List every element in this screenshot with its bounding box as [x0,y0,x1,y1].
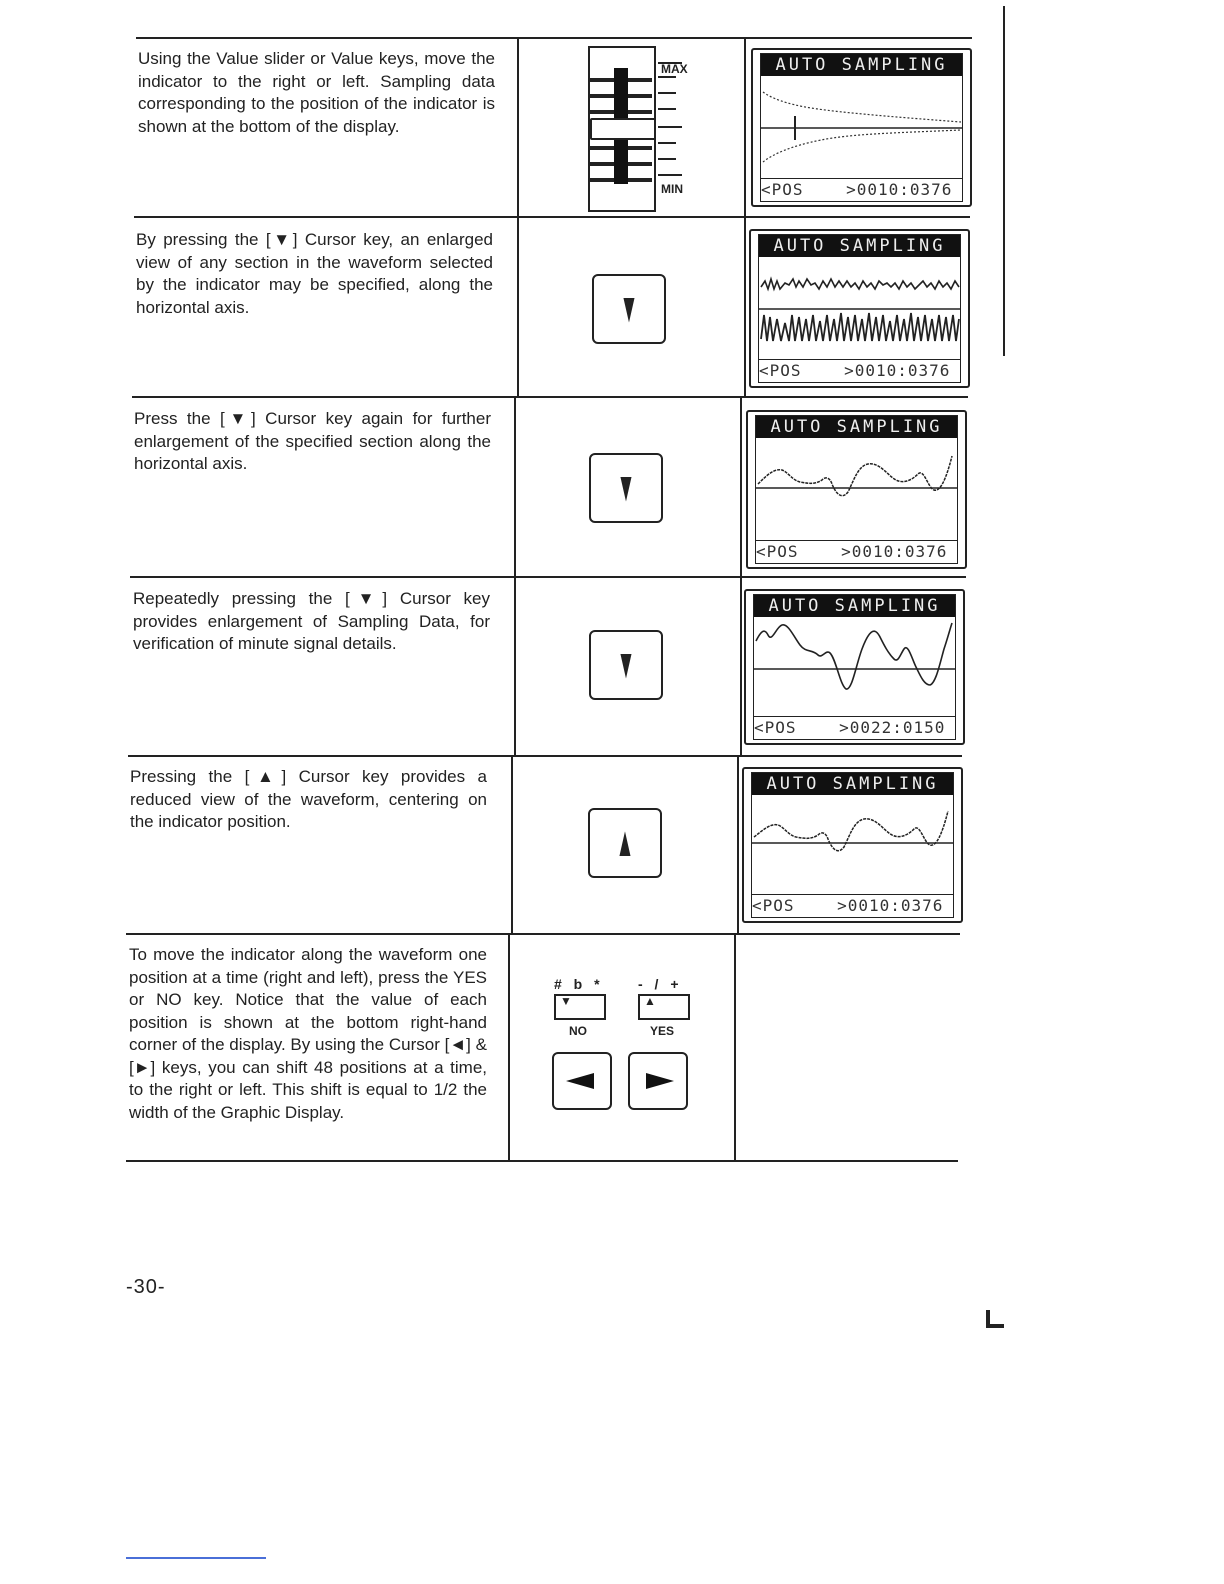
display-2-waveform [759,259,960,358]
display-2-footer: <POS >0010:0376 [759,359,960,382]
cursor-down-key-2[interactable] [589,453,663,523]
yes-key-arrow-icon: ▲ [644,994,656,1008]
display-3-footer: <POS >0010:0376 [756,540,957,563]
slider-knob[interactable] [590,118,656,140]
slider-max-label: MAX [661,62,688,76]
display-3 [746,410,967,569]
divider-d [508,933,510,1161]
down-arrow-icon: ▼ [616,640,636,687]
divider-b [514,396,516,756]
cursor-up-key[interactable] [588,808,662,878]
down-arrow-icon: ▼ [616,463,636,510]
rule-top [136,37,972,39]
display-4-title: AUTO SAMPLING [754,595,955,617]
yes-no-keys [550,974,700,1114]
rule-2 [132,396,968,398]
row-1-text: Using the Value slider or Value keys, move the indicator to the right or left. Sampling data corresponding to the position of the indicator is shown at the bottom of the display. [138,49,495,136]
cursor-right-key[interactable] [628,1052,688,1110]
bottom-link-line [126,1557,266,1559]
no-key[interactable] [554,994,606,1020]
slider-min-label: MIN [661,182,683,196]
display-4-footer: <POS >0022:0150 [754,716,955,739]
display-5-title: AUTO SAMPLING [752,773,953,795]
up-arrow-icon: ▲ [615,818,635,865]
display-2 [749,229,970,388]
page-number: -30- [126,1276,166,1298]
display-1-title: AUTO SAMPLING [761,54,962,76]
divider-e [744,37,746,397]
rule-3 [130,576,966,578]
rule-4 [128,755,962,757]
rule-1 [134,216,970,218]
display-3-waveform [756,440,957,539]
row-6-text: To move the indicator along the waveform one position at a time (right and left), press the YES or NO key. Notice that the value of each position is shown at the bottom right-hand corner of the display. By using the Cursor [◄] & [►] keys, you can shift 48 positions at a time, to the right or left. This shift is equal to 1/2 the width of the Graphic Display. [129,945,487,1122]
display-1-footer: <POS >0010:0376 [761,178,962,201]
row-3-text: Press the [▼] Cursor key again for further enlargement of the specified section along the horizontal axis. [134,409,491,473]
row-4-text: Repeatedly pressing the [▼] Cursor key provides enlargement of Sampling Data, for verification of minute signal details. [133,589,490,653]
display-4-waveform [754,619,955,715]
display-5 [742,767,963,923]
display-1 [751,48,972,207]
divider-h [734,933,736,1161]
rule-5 [126,933,960,935]
rule-bottom [126,1160,958,1162]
no-key-symbols: # b * [554,976,604,992]
display-2-title: AUTO SAMPLING [759,235,960,257]
divider-c [511,755,513,935]
no-key-label: NO [569,1024,587,1038]
right-arrow-icon [630,1054,686,1108]
value-slider [588,46,698,210]
display-4 [744,589,965,745]
display-3-title: AUTO SAMPLING [756,416,957,438]
divider-f [740,396,742,756]
row-2-text: By pressing the [▼] Cursor key, an enlarged view of any section in the waveform selected by the indicator may be specified, along the horizontal axis. [136,230,493,317]
yes-key-symbols: - / + [638,976,683,992]
yes-key-label: YES [650,1024,675,1038]
display-1-waveform [761,78,962,177]
divider-g [737,755,739,935]
yes-key[interactable] [638,994,690,1020]
display-5-waveform [752,797,953,893]
page-edge-line [1003,6,1005,356]
cursor-left-key[interactable] [552,1052,612,1110]
down-arrow-icon: ▼ [619,284,639,331]
left-arrow-icon [554,1054,610,1108]
row-5-text: Pressing the [▲] Cursor key provides a reduced view of the waveform, centering on the indicator position. [130,767,487,831]
divider-a [517,37,519,397]
corner-mark-foot [986,1324,1004,1328]
cursor-down-key-1[interactable] [592,274,666,344]
display-5-footer: <POS >0010:0376 [752,894,953,917]
no-key-arrow-icon: ▼ [560,994,572,1008]
cursor-down-key-3[interactable] [589,630,663,700]
